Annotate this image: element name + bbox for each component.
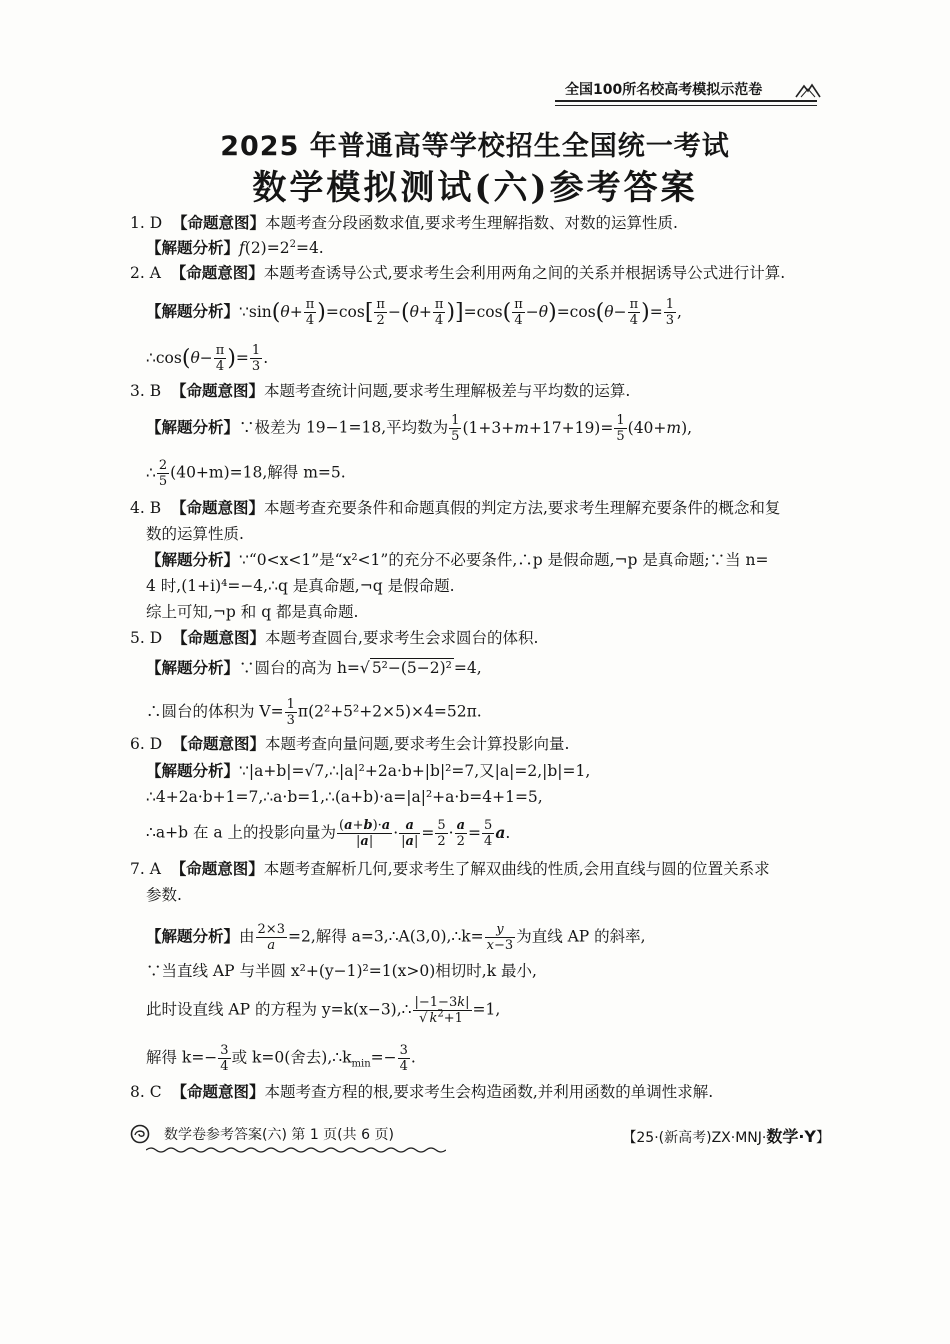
q4-intent-1: 本题考查充要条件和命题真假的判定方法,要求考生理解充要条件的概念和复	[263, 499, 781, 517]
series-banner	[555, 78, 817, 102]
swirl-logo-icon	[130, 1124, 150, 1144]
q4-text-1: ∵“0<x<1”是“x²<1”的充分不必要条件,∴p 是假命题,¬p 是真命题;∵当 n=	[239, 551, 769, 569]
q5-radicand: 5²−(5−2)²	[371, 659, 452, 677]
q6-analysis-line-1	[146, 760, 590, 782]
q6-answer: 6. D	[130, 735, 163, 753]
footer-subject: 数学·Y	[766, 1127, 816, 1146]
intent-label: 【命题意图】	[172, 734, 266, 753]
q7-text-3-tail: =1,	[472, 1000, 501, 1019]
series-name: 全国100所名校高考模拟示范卷	[565, 82, 763, 98]
q4-text-3: 综上可知,¬p 和 q 都是真命题.	[146, 603, 359, 621]
q1-intent: 本题考查分段函数求值,要求考生理解指数、对数的运算性质.	[265, 214, 678, 232]
q3-text-1: ∵极差为 19−1=18,平均数为	[239, 418, 449, 437]
mountain-logo-icon	[795, 82, 821, 98]
q1-formula: $f(2)=2^2=4$.	[239, 238, 324, 257]
answer-title: 数学模拟测试(六)参考答案	[252, 168, 698, 208]
footer-page-info: 数学卷参考答案(六) 第 1 页(共 6 页)	[164, 1127, 394, 1143]
q7-subscript: min	[351, 1058, 371, 1070]
q6-intent: 本题考查向量问题,要求考生会计算投影向量.	[265, 735, 570, 753]
page-footer	[130, 1122, 830, 1148]
intent-label: 【命题意图】	[170, 381, 264, 400]
intent-label: 【命题意图】	[171, 1082, 265, 1101]
q7-intent-line-1	[130, 858, 770, 880]
q2-intent: 本题考查诱导公式,要求考生会利用两角之间的关系并根据诱导公式进行计算.	[263, 264, 786, 282]
q7-fraction-3: $\frac{|-1-3k|}{√ k^2+1}$	[414, 995, 470, 1026]
q5-analysis-line-2	[146, 697, 482, 728]
q7-intent-2: 参数.	[146, 886, 182, 904]
q8-intent: 本题考查方程的根,要求考生会构造函数,并利用函数的单调性求解.	[264, 1083, 714, 1101]
wavy-underline-icon	[146, 1146, 446, 1154]
q5-text-1: ∵圆台的高为 h=	[239, 659, 360, 677]
q4-analysis-line-1	[146, 549, 768, 571]
q2-intent-line	[130, 262, 785, 284]
q5-text-2: ∴圆台的体积为 V=	[146, 702, 284, 721]
q5-intent: 本题考查圆台,要求考生会求圆台的体积.	[265, 629, 539, 647]
q6-analysis-line-2	[146, 786, 543, 808]
q7-text-4a: 解得 k=−	[146, 1048, 218, 1067]
q2-analysis-line-2	[146, 343, 268, 374]
analysis-label: 【解题分析】	[146, 238, 240, 257]
q4-analysis-line-3	[146, 601, 358, 623]
q7-fraction-1: $\frac{2\times 3}{a}$	[257, 922, 285, 953]
q6-text-1: ∵|a+b|=√7,∴|a|²+2a·b+|b|²=7,又|a|=2,|b|=1,	[239, 762, 591, 780]
q5-sqrt: √ 5²−(5−2)²	[359, 659, 452, 677]
q2-formula-2: ∴cos(θ− $\frac{\pi}{4}$ )= $\frac{1}{3}$ .	[146, 343, 269, 374]
q2-analysis-line-1	[146, 297, 682, 328]
q3-answer: 3. B	[130, 382, 162, 400]
footer-code-suffix: 】	[816, 1130, 830, 1146]
q6-text-3: ∴a+b 在 a 上的投影向量为	[146, 823, 337, 842]
q7-text-1b: =2,解得 a=3,∴A(3,0),∴k=	[287, 927, 484, 946]
q5-fraction: $\frac{1}{3}$	[286, 697, 295, 728]
exam-title: 2025 年普通高等学校招生全国统一考试	[220, 131, 730, 162]
q8-answer: 8. C	[130, 1083, 162, 1101]
q4-text-2: 4 时,(1+i)⁴=−4,∴q 是真命题,¬q 是假命题.	[146, 577, 455, 595]
analysis-label: 【解题分析】	[146, 658, 240, 677]
intent-label: 【命题意图】	[172, 628, 266, 647]
q4-intent-2: 数的运算性质.	[146, 525, 244, 543]
q3-analysis-line-2	[146, 458, 346, 489]
q6-intent-line	[130, 733, 569, 755]
q2-formula-1: ∵sin(θ+ $\frac{\pi}{4}$ )=cos[ $\frac{\pi}{2}$ −(θ+ $\frac{\pi}{4}$ )]=cos( $\frac{\pi}{4}$ −θ)=cos(θ− $\frac{\pi}{4}$ )= $\frac{1}{3}$ ,	[239, 297, 682, 328]
q7-analysis-line-1	[146, 922, 646, 953]
intent-label: 【命题意图】	[170, 859, 264, 878]
q7-text-3: 此时设直线 AP 的方程为 y=k(x−3),∴	[146, 1000, 412, 1019]
analysis-label: 【解题分析】	[146, 761, 240, 780]
q5-text-1-tail: =4,	[453, 659, 482, 677]
intent-label: 【命题意图】	[170, 498, 264, 517]
analysis-label: 【解题分析】	[146, 926, 240, 946]
q7-intent-line-2	[146, 884, 182, 906]
q4-analysis-line-2	[146, 575, 455, 597]
q1-analysis-line	[146, 237, 324, 259]
q7-text-1c: 为直线 AP 的斜率,	[516, 927, 646, 946]
q3-text-2: (40+m)=18,解得 m=5.	[170, 463, 346, 482]
q5-analysis-line-1	[146, 657, 482, 679]
q7-analysis-line-3	[146, 995, 500, 1026]
q7-intent-1: 本题考查解析几何,要求考生了解双曲线的性质,会用直线与圆的位置关系求	[263, 860, 770, 878]
q3-formula-1: $\frac{1}{5}$ (1+3+m+17+19)= $\frac{1}{5}$ (40+m),	[451, 413, 693, 444]
q6-analysis-line-3	[146, 818, 510, 849]
q7-answer: 7. A	[130, 860, 161, 878]
q3-intent: 本题考查统计问题,要求考生理解极差与平均数的运算.	[263, 382, 631, 400]
footer-code	[622, 1124, 830, 1147]
q7-analysis-line-2	[146, 960, 537, 982]
q7-fraction-5: $\frac{3}{4}$	[399, 1043, 408, 1074]
q7-fraction-2: $\frac{y}{x-3}$	[486, 922, 514, 953]
q5-text-2-tail: π(2²+5²+2×5)×4=52π.	[297, 702, 482, 721]
footer-code-prefix: 【25·(新高考)ZX·MNJ·	[622, 1130, 767, 1146]
q4-answer: 4. B	[130, 499, 162, 517]
q1-answer: 1. D	[130, 214, 163, 232]
intent-label: 【命题意图】	[172, 213, 266, 232]
q3-formula-2: ∴ $\frac{2}{5}$	[146, 458, 168, 489]
analysis-label: 【解题分析】	[146, 550, 240, 569]
q3-intent-line	[130, 380, 630, 402]
analysis-label: 【解题分析】	[146, 301, 240, 321]
q5-intent-line	[130, 627, 538, 649]
q7-text-2: ∵当直线 AP 与半圆 x²+(y−1)²=1(x>0)相切时,k 最小,	[146, 962, 537, 980]
intent-label: 【命题意图】	[170, 263, 264, 282]
q3-analysis-line-1	[146, 413, 692, 444]
q4-intent-line-2	[146, 523, 244, 545]
analysis-label: 【解题分析】	[146, 417, 240, 437]
q7-text-4c: =−	[370, 1048, 397, 1067]
q7-fraction-4: $\frac{3}{4}$	[220, 1043, 229, 1074]
q8-intent-line	[130, 1081, 713, 1103]
q2-answer: 2. A	[130, 264, 161, 282]
q6-formula-3: $\frac{(a+b)\cdot a}{|a|}$ · $\frac{a}{|a|}$ = $\frac{5}{2}$ · $\frac{a}{2}$ = $\frac{5}{4}$ a.	[339, 818, 511, 849]
q7-analysis-line-4: 解得 k=− $\frac{3}{4}$ 或 k=0(舍去)$,\therefore k_{min}=-$ $\frac{3}{4}$ .	[146, 1043, 416, 1074]
q1-intent-line	[130, 212, 678, 234]
q7-text-1a: 由	[239, 927, 255, 946]
q4-intent-line-1	[130, 497, 780, 519]
q6-text-2: ∴4+2a·b+1=7,∴a·b=1,∴(a+b)·a=|a|²+a·b=4+1=5,	[146, 788, 543, 806]
q7-text-4b: 或 k=0(舍去),∴k	[231, 1048, 352, 1067]
q5-answer: 5. D	[130, 629, 163, 647]
